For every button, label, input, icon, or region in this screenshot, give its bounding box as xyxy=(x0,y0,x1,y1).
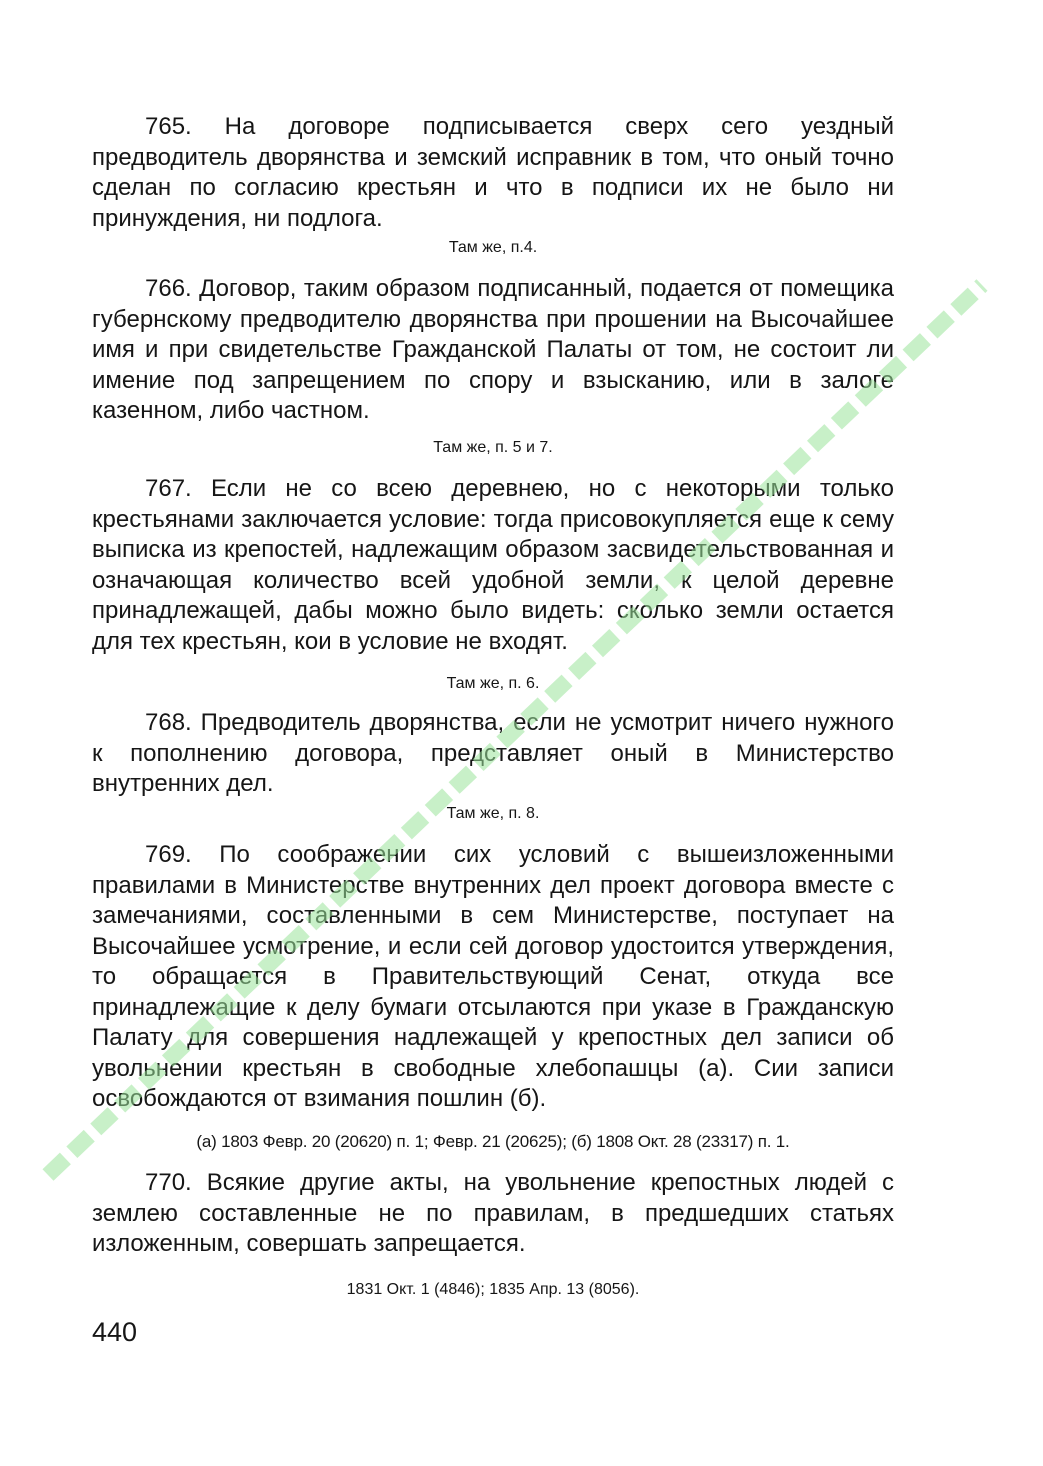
article-768: 768. Предводитель дворянства, если не усмотрит ничего нужного к пополнению договора, представляет оный в Министерство внутренних дел. xyxy=(92,709,894,797)
article-766: 766. Договор, таким образом подписанный, подается от помещика губернскому предводителю дворянства при прошении на Высочайшее имя и при свидетельстве Гражданской Палаты от том, не состоит ли имение под запрещением по спору и взысканию, или в залоге казенном, либо частном. xyxy=(92,275,894,424)
article-769: 769. По соображении сих условий с вышеизложенными правилами в Министерстве внутренних дел проект договора вместе с замечаниями, составленными в сем Министерстве, поступает на Высочайшее усмотрение, и если сей договор удостоится утверждения, то обращается в Правительствующий Сенат, откуда все принадлежащие к делу бумаги отсылаются при указе в Гражданскую Палату для совершения надлежащей у крепостных дел записи об увольнении крестьян в свободные хлебопашцы (а). Сии записи освобождаются от взимания пошлин (б). xyxy=(92,841,894,1112)
article-765-source: Там же, п.4. xyxy=(448,239,538,256)
article-769-source: (а) 1803 Февр. 20 (20620) п. 1; Февр. 21 (20625); (б) 1808 Окт. 28 (23317) п. 1. xyxy=(196,1132,790,1151)
article-768-source: Там же, п. 8. xyxy=(446,805,540,822)
article-770: 770. Всякие другие акты, на увольнение крепостных людей с землею составленные не по правилам, в предшедших статьях изложенным, совершать запрещается. xyxy=(92,1169,894,1257)
article-767: 767. Если не со всею деревнею, но с некоторыми только крестьянами заключается условие: тогда присовокупляется еще к сему выписка из крепостей, надлежащим образом засвидетельствованная и означающая количество всей удобной земли, к целой деревне принадлежащей, дабы можно было видеть: сколько земли остается для тех крестьян, кои в условие не входят. xyxy=(92,475,894,655)
article-767-source: Там же, п. 6. xyxy=(446,675,540,692)
article-770-source: 1831 Окт. 1 (4846); 1835 Апр. 13 (8056). xyxy=(346,1281,640,1298)
page-number: 440 xyxy=(92,1317,138,1347)
article-766-source: Там же, п. 5 и 7. xyxy=(433,439,553,456)
article-765: 765. На договоре подписывается сверх сего уездный предводитель дворянства и земский исправник в том, что оный точно сделан по согласию крестьян и что в подписи их не было ни принуждения, ни подлога. xyxy=(92,113,894,232)
